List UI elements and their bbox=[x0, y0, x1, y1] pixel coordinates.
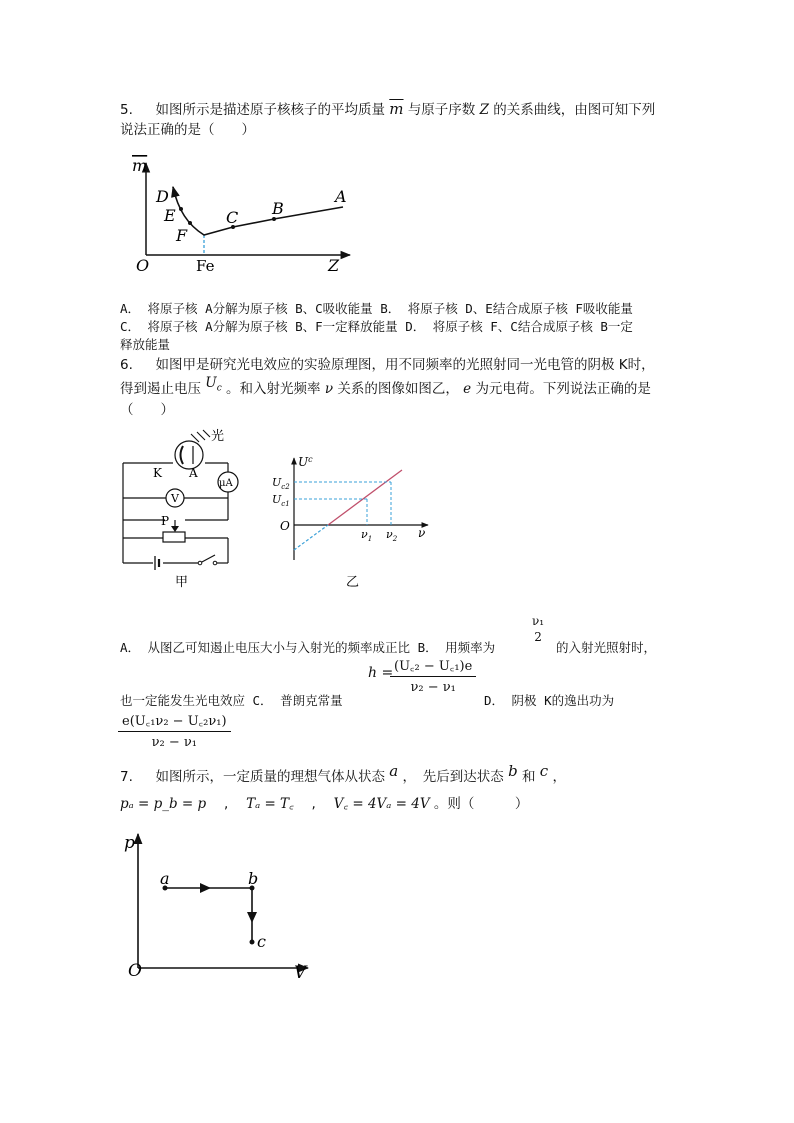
label-a: A bbox=[335, 187, 347, 206]
q5-stem-line2: 说法正确的是（ ） bbox=[120, 122, 255, 138]
q7-y-label: p bbox=[124, 833, 135, 853]
q6-option-b-line2: 也一定能发生光电效应 C． 普朗克常量 bbox=[120, 693, 343, 708]
label-b: B bbox=[272, 199, 284, 218]
q6-option-b-tail: 的入射光照射时， bbox=[556, 640, 657, 655]
state-c-point bbox=[250, 940, 255, 945]
arrow-b-to-c bbox=[247, 912, 257, 923]
q5-stem-line1 bbox=[120, 98, 655, 118]
q6-graph-figure bbox=[268, 450, 438, 595]
state-b-label: b bbox=[248, 869, 259, 888]
ua-label: μA bbox=[219, 478, 233, 489]
nu1-label: $\nu_1$ bbox=[361, 528, 373, 543]
e-symbol: e bbox=[463, 381, 472, 397]
q5-figure bbox=[128, 155, 358, 280]
q6-number: 6. bbox=[120, 357, 133, 373]
uc-extension bbox=[294, 525, 328, 550]
h-equals: h = bbox=[368, 665, 394, 681]
planck-formula: $\frac{\text{(U꜀₂ − U꜀₁)e}}{\text{ν₂ − ν₁}}$ bbox=[390, 656, 476, 695]
uc-symbol: $U_c$ bbox=[205, 375, 222, 394]
binding-curve bbox=[173, 187, 343, 235]
q6-option-d: D． 阴极 K的逸出功为 bbox=[484, 693, 615, 708]
q7-stem-a: 如图所示，一定质量的理想气体从状态 bbox=[155, 769, 385, 785]
switch-contact bbox=[198, 561, 202, 565]
curve-arrow bbox=[173, 187, 175, 195]
work-function-formula: $\frac{\text{e(U꜀₁ν₂ − U꜀₂ν₁)}}{\text{ν₂ − ν₁}}$ bbox=[118, 711, 231, 750]
condition-temperature: Tₐ = T꜀ bbox=[246, 796, 294, 812]
label-c: C bbox=[226, 208, 239, 227]
a-label: A bbox=[189, 466, 198, 480]
q5-stem-a: 如图所示是描述原子核核子的平均质量 bbox=[155, 102, 385, 118]
nu-symbol: ν bbox=[324, 381, 334, 397]
label-f: F bbox=[176, 226, 188, 245]
q6-stem-line1-text: 如图甲是研究光电效应的实验原理图，用不同频率的光照射同一光电管的阴极 K时， bbox=[155, 357, 655, 373]
q6-origin: O bbox=[280, 519, 290, 533]
light-ray-icon bbox=[197, 432, 205, 440]
q7-number: 7. bbox=[120, 769, 133, 785]
q7-stem-e: 。则（ ） bbox=[433, 796, 529, 812]
state-c-label: c bbox=[257, 932, 266, 951]
p-label: P bbox=[161, 514, 170, 528]
z-symbol: Z bbox=[479, 102, 489, 118]
q5-options-line1: A． 将原子核 A分解为原子核 B、C吸收能量 B． 将原子核 D、E结合成原子核 F吸收能量 bbox=[120, 301, 633, 316]
q6-stem-line2 bbox=[120, 377, 651, 400]
q6-stem-line3: （ ） bbox=[120, 402, 174, 418]
q7-stem-b: ， 先后到达状态 bbox=[402, 769, 504, 785]
q7-stem-d: ， bbox=[552, 769, 566, 785]
q6-stem-c: 关系的图像如图乙， bbox=[337, 381, 459, 397]
q6-stem-b: 。和入射光频率 bbox=[226, 381, 321, 397]
q6-stem-a: 得到遏止电压 bbox=[120, 381, 201, 397]
q7-origin: O bbox=[128, 961, 142, 981]
condition-volume: V꜀ = 4Vₐ = 4V bbox=[333, 796, 430, 812]
caption-jia: 甲 bbox=[175, 575, 189, 590]
q7-x-label: V bbox=[294, 963, 307, 983]
q5-stem-c: 的关系曲线，由图可知下列 bbox=[493, 102, 656, 118]
label-d: D bbox=[156, 187, 169, 206]
q5-origin: O bbox=[136, 256, 150, 275]
a-symbol: a bbox=[389, 762, 399, 780]
q7-stem-line2: pₐ = p_b = p , Tₐ = T꜀ , V꜀ = 4Vₐ = 4V 。则（ ） bbox=[120, 796, 529, 812]
q6-stem-line1 bbox=[120, 353, 655, 373]
q5-number: 5. bbox=[120, 102, 133, 118]
k-label: K bbox=[153, 466, 162, 480]
b-symbol: b bbox=[508, 762, 518, 780]
q6-option-a: A． 从图乙可知遏止电压大小与入射光的频率成正比 B． 用频率为 bbox=[120, 640, 496, 655]
q6-x-label: ν bbox=[418, 526, 426, 540]
m-bar-symbol: $\overline{m}$ bbox=[389, 100, 404, 118]
q6-y-label: $U^c$ bbox=[298, 455, 313, 469]
q6-stem-d: 为元电荷。下列说法正确的是 bbox=[475, 381, 651, 397]
q5-stem-b: 与原子序数 bbox=[407, 102, 476, 118]
label-e: E bbox=[164, 206, 176, 225]
q7-stem-line1 bbox=[120, 762, 566, 785]
nu2-label: $\nu_2$ bbox=[386, 528, 398, 543]
arrow-a-to-b bbox=[200, 883, 211, 893]
cathode bbox=[181, 446, 184, 464]
q5-options-line2: C． 将原子核 A分解为原子核 B、F一定释放能量 D． 将原子核 F、C结合成原子核 B一定 bbox=[120, 319, 633, 334]
condition-pressure: pₐ = p_b = p bbox=[120, 796, 207, 812]
light-label: 光 bbox=[211, 429, 225, 444]
state-a-label: a bbox=[160, 869, 170, 888]
point-f bbox=[188, 221, 192, 225]
q7-stem-c: 和 bbox=[521, 769, 536, 785]
fe-label: Fe bbox=[196, 257, 215, 275]
q5-options-line3: 释放能量 bbox=[120, 337, 171, 352]
v-label: V bbox=[171, 492, 179, 505]
uc2-label: $U_{c2}$ bbox=[272, 476, 290, 491]
caption-yi: 乙 bbox=[346, 575, 360, 590]
q6-nu1-over-2: ν₁ 2 bbox=[532, 614, 545, 644]
point-e bbox=[179, 207, 183, 211]
q5-y-label: m bbox=[132, 156, 148, 175]
q5-x-label: Z bbox=[328, 256, 340, 275]
q6-circuit-figure bbox=[115, 428, 265, 593]
q7-pv-figure bbox=[120, 828, 320, 983]
c-symbol: c bbox=[539, 762, 549, 780]
uc1-label: $U_{c1}$ bbox=[272, 493, 290, 508]
